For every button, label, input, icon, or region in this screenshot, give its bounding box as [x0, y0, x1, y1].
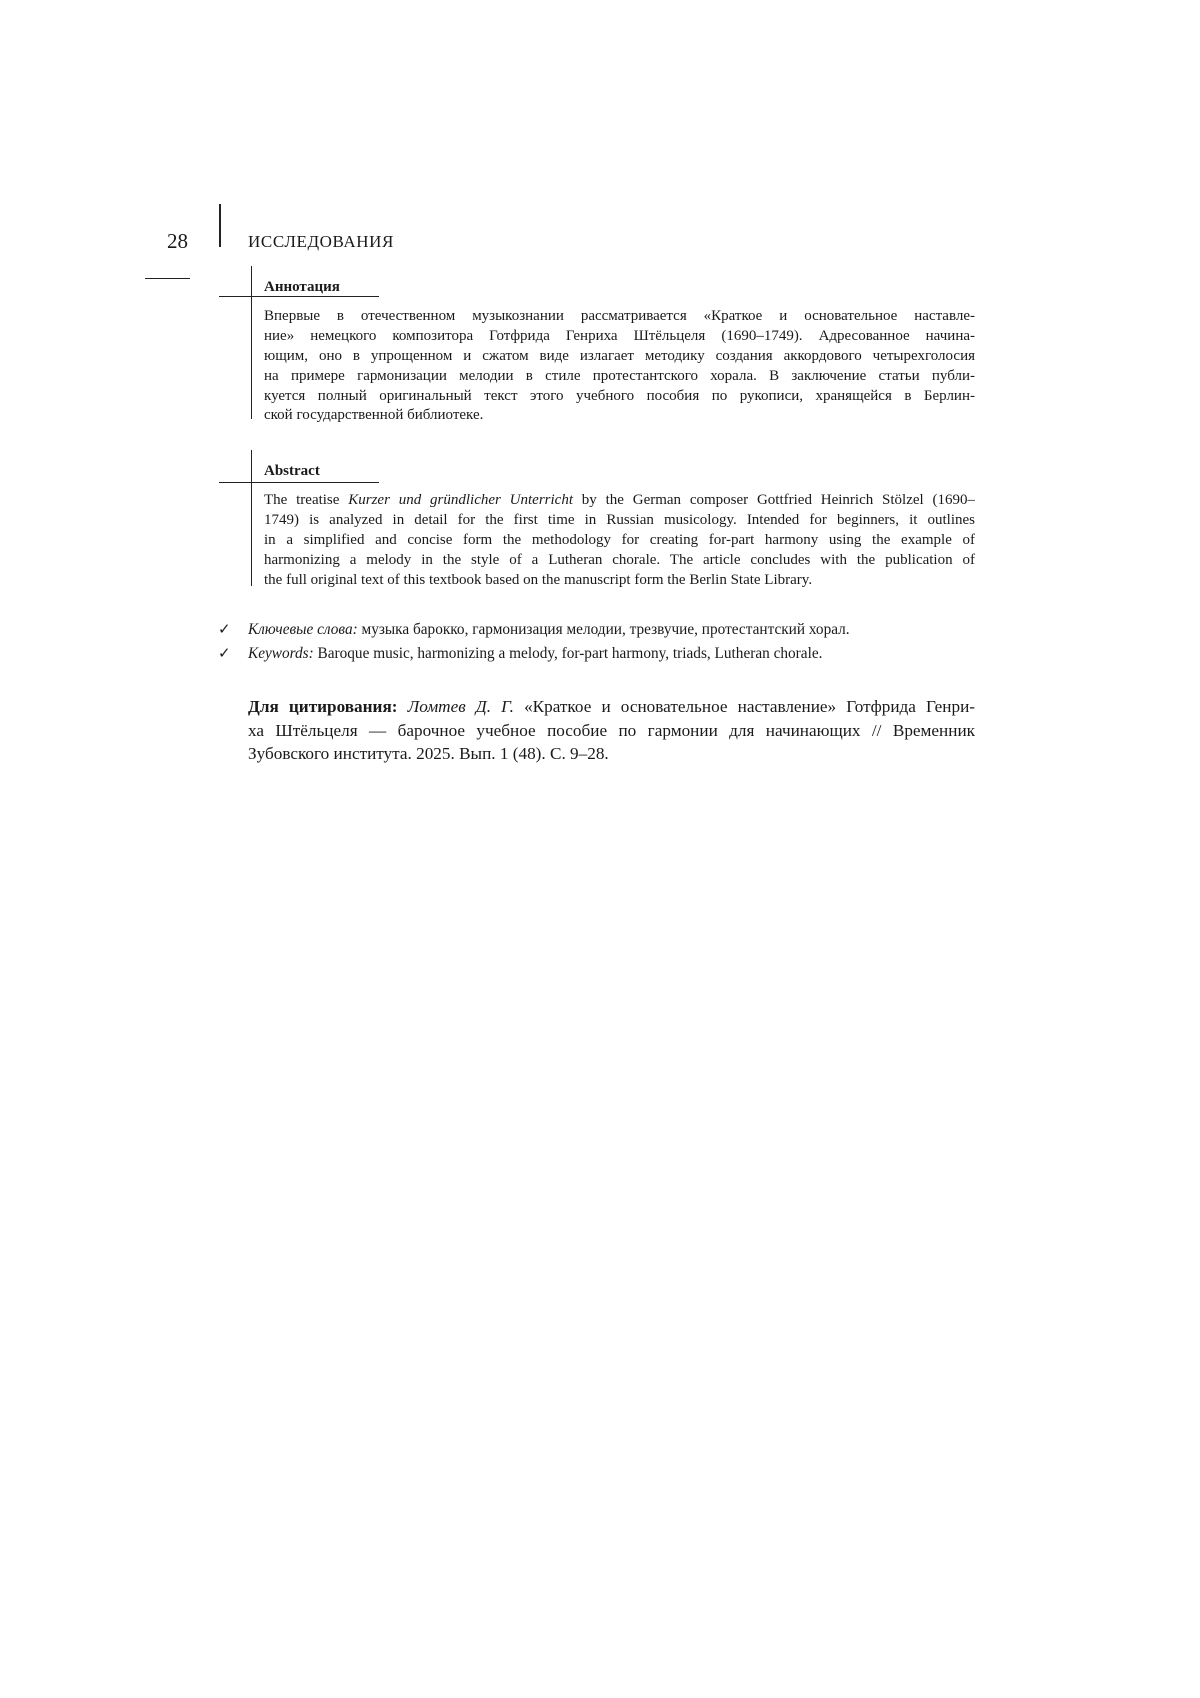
- annotation-line: ющим, оно в упрощенном и сжатом виде излагает методику создания аккордового четырехголосия: [264, 347, 975, 364]
- annotation-top-rule: [251, 266, 252, 296]
- annotation-line: на примере гармонизации мелодии в стиле протестантского хорала. В заключение статьи публи-: [264, 367, 975, 384]
- page-number: 28: [167, 229, 188, 253]
- annotation-line: Впервые в отечественном музыкознании рассматривается «Краткое и основательное наставле-: [264, 308, 975, 324]
- abstract-line: 1749) is analyzed in detail for the first time in Russian musicology. Intended for beginners, it outlines: [264, 511, 975, 528]
- abstract-line: in a simplified and concise form the methodology for creating for-part harmony using the example of: [264, 531, 975, 548]
- treatise-title: Kurzer und gründlicher Unterricht: [348, 492, 573, 508]
- keywords-en-label: Keywords:: [248, 645, 314, 662]
- abstract-top-rule: [251, 450, 252, 482]
- keywords-ru-text: музыка барокко, гармонизация мелодии, трезвучие, протестантский хорал.: [357, 621, 850, 638]
- keywords-en-text: Baroque music, harmonizing a melody, for-part harmony, triads, Lutheran chorale.: [313, 645, 823, 662]
- citation-author: Ломтев Д. Г.: [407, 697, 514, 716]
- abstract-line-lead: The treatise: [264, 492, 349, 508]
- annotation-line: ние» немецкого композитора Готфрида Генриха Штёльцеля (1690–1749). Адресованное начина-: [264, 327, 975, 344]
- abstract-text: [264, 491, 975, 590]
- citation-label: Для цитирования:: [248, 697, 398, 716]
- annotation-title: Аннотация: [264, 279, 340, 295]
- citation-line: Зубовского института. 2025. Вып. 1 (48). С. 9–28.: [248, 744, 609, 763]
- annotation-side-rule: [251, 297, 252, 419]
- abstract-title: Abstract: [264, 463, 320, 479]
- abstract-line: the full original text of this textbook based on the manuscript form the Berlin State Library.: [264, 571, 813, 588]
- checkmark-icon: ✓: [218, 622, 231, 638]
- abstract-line-tail: by the German composer Gottfried Heinrich Stölzel (1690–: [573, 492, 975, 508]
- annotation-text: [264, 307, 975, 426]
- keywords-en: [218, 644, 822, 664]
- citation-line: ха Штёльцеля — барочное учебное пособие по гармонии для начинающих // Временник: [248, 720, 975, 740]
- abstract-title-rule: [219, 482, 379, 483]
- section-title: ИССЛЕДОВАНИЯ: [248, 232, 394, 251]
- margin-rule: [145, 278, 190, 279]
- citation-line: [248, 695, 975, 719]
- annotation-title-rule: [219, 296, 379, 297]
- checkmark-icon: ✓: [218, 646, 231, 662]
- citation: [248, 695, 975, 766]
- citation-title: «Краткое и основательное наставление» Готфрида Генри-: [513, 697, 975, 716]
- abstract-side-rule: [251, 483, 252, 586]
- abstract-line: [264, 491, 975, 511]
- header-divider: [219, 204, 221, 247]
- abstract-line: harmonizing a melody in the style of a Lutheran chorale. The article concludes with the publication of: [264, 551, 975, 568]
- keywords-ru: [218, 620, 850, 640]
- annotation-line: ской государственной библиотеке.: [264, 407, 484, 424]
- annotation-line: куется полный оригинальный текст этого учебного пособия по рукописи, хранящейся в Берлин-: [264, 387, 975, 404]
- keywords-ru-label: Ключевые слова:: [248, 621, 358, 638]
